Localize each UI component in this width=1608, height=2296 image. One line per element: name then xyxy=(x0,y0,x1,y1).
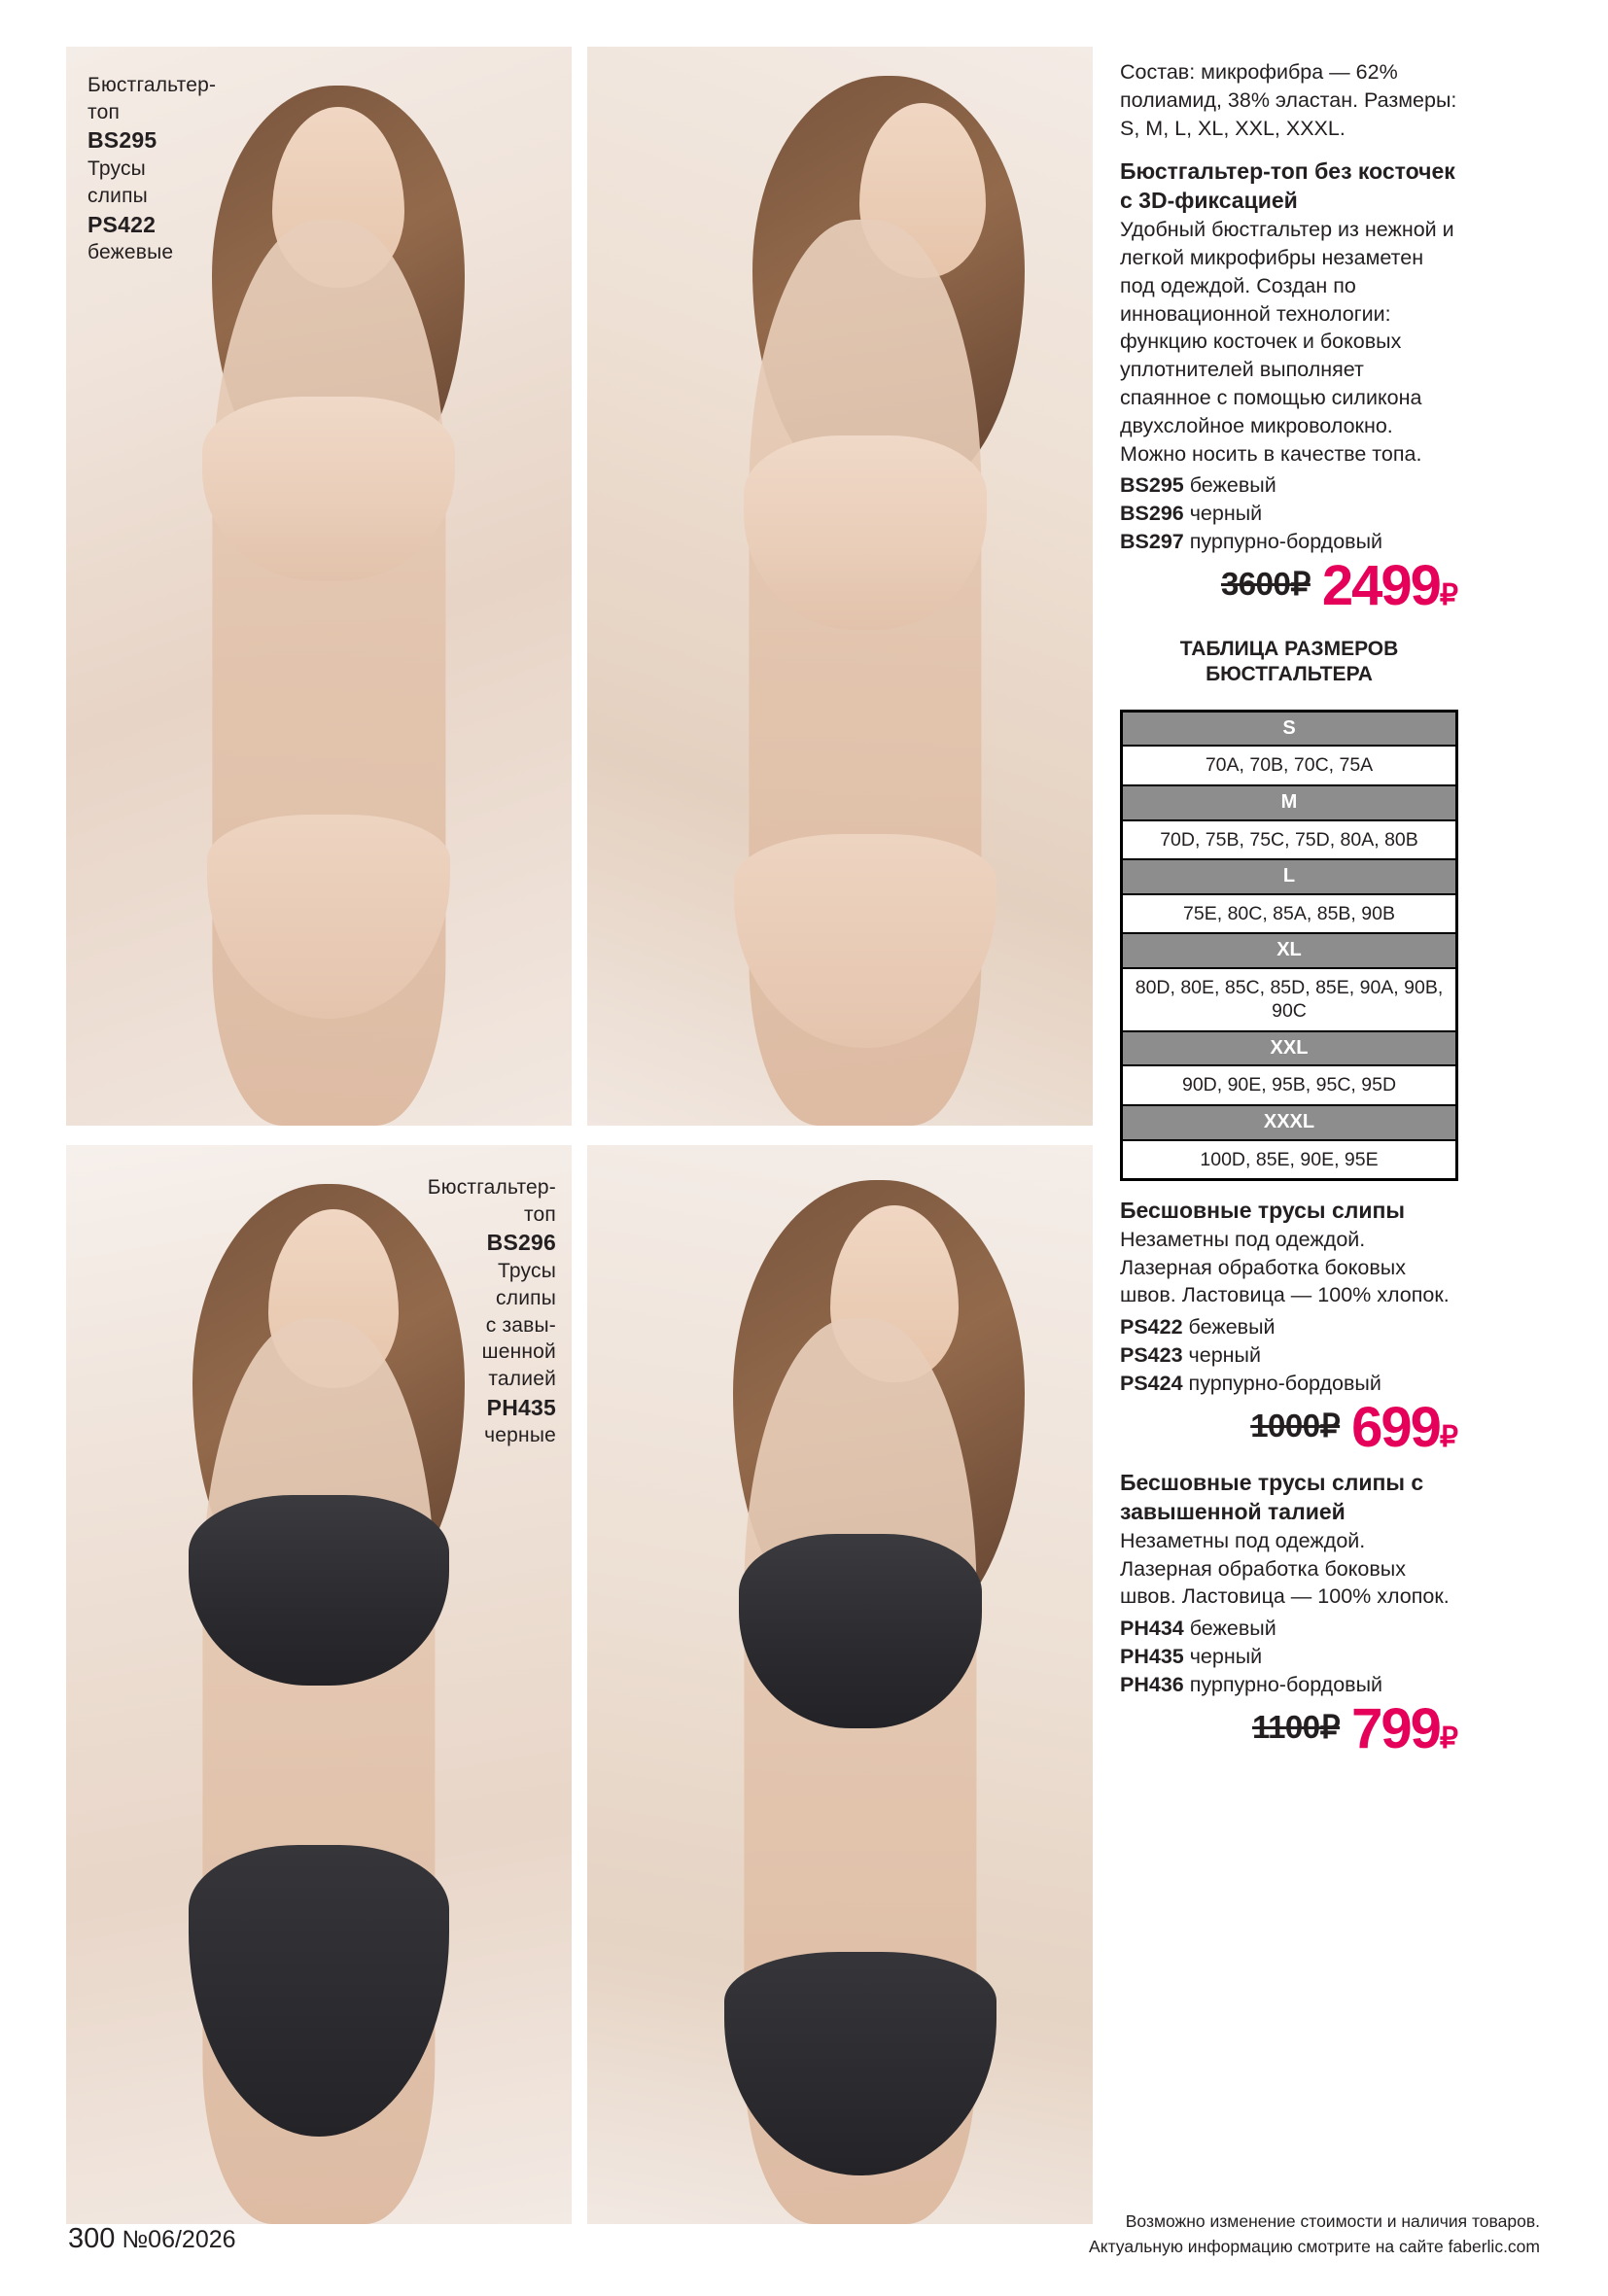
caption-line: слипы xyxy=(496,1286,556,1309)
caption-line: талией xyxy=(488,1368,556,1391)
currency-symbol: ₽ xyxy=(1439,1420,1458,1453)
bra-variant xyxy=(1120,471,1458,500)
size-table xyxy=(1120,710,1458,1181)
briefs-new-price: 699₽ xyxy=(1351,1395,1458,1459)
bra-old-price: 3600₽ xyxy=(1220,565,1311,602)
page-number-value: 300 xyxy=(68,2223,116,2254)
variant-code: BS295 xyxy=(1120,473,1184,498)
footer-note-line1: Возможно изменение стоимости и наличия товаров. xyxy=(1125,2211,1540,2232)
size-header: L xyxy=(1123,858,1455,895)
caption-line: Бюстгальтер- xyxy=(427,1176,556,1199)
variant-color: бежевый xyxy=(1189,473,1276,498)
caption-line: топ xyxy=(87,100,121,123)
size-values: 80D, 80E, 85C, 85D, 85E, 90A, 90B, 90C xyxy=(1135,976,1444,1023)
caption-bottom-left xyxy=(428,1174,556,1449)
briefs-variant xyxy=(1120,1341,1458,1370)
size-values: 70A, 70B, 70C, 75A xyxy=(1205,754,1374,777)
size-header: XXL xyxy=(1123,1030,1455,1067)
highwaist-old-price: 1100₽ xyxy=(1252,1708,1341,1745)
highwaist-price-row xyxy=(1120,1696,1458,1760)
size-header: S xyxy=(1123,713,1455,748)
issue-number: №06/2026 xyxy=(122,2226,236,2253)
currency-symbol: ₽ xyxy=(1439,578,1458,611)
bra-description: Удобный бюстгальтер из нежной и легкой микрофибры незаметен под одеждой. Создан по инновационной технологии: функцию косточек и боковых уплотнителей выполняет спаянное с помощью силикона двухслойное микроволокно. Можно носить в качестве топа. xyxy=(1120,218,1454,466)
caption-color: черные xyxy=(484,1424,556,1447)
highwaist-title: Бесшовные трусы слипы с завышенной талией xyxy=(1120,1470,1424,1524)
bra-price-row xyxy=(1120,553,1458,617)
variant-code: PS422 xyxy=(1120,1315,1183,1339)
photo-top-right xyxy=(587,47,1093,1126)
currency-symbol: ₽ xyxy=(1439,1722,1458,1755)
variant-color: бежевый xyxy=(1188,1315,1276,1339)
size-header: XXXL xyxy=(1123,1104,1455,1141)
variant-color: черный xyxy=(1188,1343,1261,1368)
size-values: 90D, 90E, 95B, 95C, 95D xyxy=(1181,1074,1397,1096)
caption-top-left xyxy=(87,72,216,266)
highwaist-variant xyxy=(1120,1615,1458,1643)
product-code-bs295: BS295 xyxy=(87,127,157,154)
model-back-beige xyxy=(587,47,1093,1126)
composition-text: Состав: микрофибра — 62% полиамид, 38% эластан. Размеры: S, M, L, XL, XXL, XXXL. xyxy=(1120,60,1457,140)
size-table-title: ТАБЛИЦА РАЗМЕРОВ БЮСТГАЛЬТЕРА xyxy=(1179,638,1399,686)
variant-color: черный xyxy=(1189,502,1263,526)
variant-code: PH434 xyxy=(1120,1617,1184,1641)
caption-line: топ xyxy=(523,1202,556,1226)
variant-code: PS424 xyxy=(1120,1371,1183,1395)
size-header: XL xyxy=(1123,932,1455,969)
variant-color: пурпурно-бордовый xyxy=(1189,1672,1383,1696)
size-values: 100D, 85E, 90E, 95E xyxy=(1200,1148,1379,1170)
product-code-ph435: PH435 xyxy=(486,1394,556,1420)
size-values: 70D, 75B, 75C, 75D, 80A, 80B xyxy=(1160,828,1418,851)
model-back-black xyxy=(587,1145,1093,2224)
variant-color: пурпурно-бордовый xyxy=(1189,529,1383,553)
highwaist-description: Незаметны под одеждой. Лазерная обработка боковых швов. Ластовица — 100% хлопок. xyxy=(1120,1528,1450,1609)
briefs-description: Незаметны под одеждой. Лазерная обработка боковых швов. Ластовица — 100% хлопок. xyxy=(1120,1227,1450,1307)
variant-code: BS297 xyxy=(1120,529,1184,553)
photo-bottom-right xyxy=(587,1145,1093,2224)
caption-line: слипы xyxy=(87,184,148,207)
size-header: M xyxy=(1123,784,1455,821)
highwaist-new-price: 799₽ xyxy=(1351,1696,1458,1760)
bra-variant xyxy=(1120,500,1458,528)
bra-title: Бюстгальтер-топ без косточек с 3D-фиксацией xyxy=(1120,158,1455,214)
caption-line: Трусы xyxy=(498,1260,556,1283)
briefs-variant xyxy=(1120,1370,1458,1398)
briefs-price-row xyxy=(1120,1395,1458,1459)
variant-color: черный xyxy=(1189,1645,1263,1668)
variant-color: бежевый xyxy=(1189,1617,1276,1641)
briefs-old-price: 1000₽ xyxy=(1250,1407,1341,1444)
variant-color: пурпурно-бордовый xyxy=(1188,1371,1381,1395)
product-code-bs296: BS296 xyxy=(486,1230,556,1256)
caption-line: шенной xyxy=(481,1340,556,1364)
photo-top-left xyxy=(66,47,572,1126)
photo-bottom-left xyxy=(66,1145,572,2224)
size-values: 75E, 80C, 85A, 85B, 90B xyxy=(1183,902,1395,924)
footer-note-line2: Актуальную информацию смотрите на сайте faberlic.com xyxy=(1089,2236,1540,2256)
product-info-rail xyxy=(1120,58,1458,1760)
briefs-title: Бесшовные трусы слипы xyxy=(1120,1198,1406,1223)
highwaist-variant xyxy=(1120,1671,1458,1699)
page-number xyxy=(68,2223,236,2255)
variant-code: BS296 xyxy=(1120,502,1184,526)
bra-new-price: 2499₽ xyxy=(1321,553,1458,617)
caption-color: бежевые xyxy=(87,241,174,264)
variant-code: PH436 xyxy=(1120,1672,1184,1696)
footer-note xyxy=(1089,2209,1540,2259)
variant-code: PH435 xyxy=(1120,1645,1184,1668)
caption-line: Трусы xyxy=(87,157,146,181)
briefs-variant xyxy=(1120,1313,1458,1341)
bra-variant xyxy=(1120,528,1458,556)
caption-line: Бюстгальтер- xyxy=(87,74,217,96)
highwaist-variant xyxy=(1120,1643,1458,1671)
caption-line: с завы- xyxy=(485,1313,556,1337)
variant-code: PS423 xyxy=(1120,1343,1183,1368)
product-code-ps422: PS422 xyxy=(87,211,157,237)
